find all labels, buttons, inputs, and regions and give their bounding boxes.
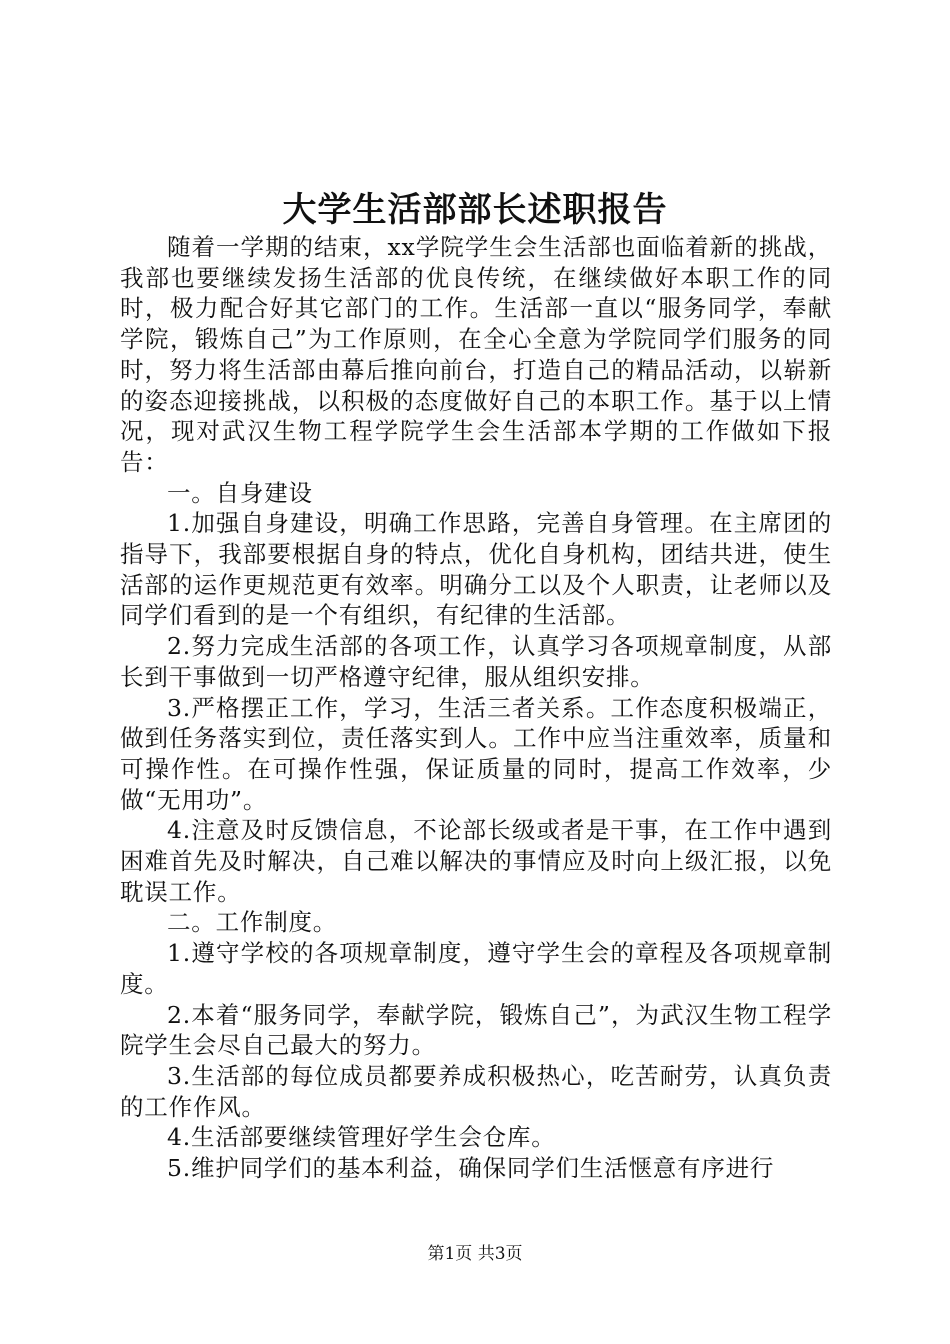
section-heading-self-building: 一。自身建设 [167,478,313,507]
paragraph-item: 1.加强自身建设，明确工作思路，完善自身管理。在主席团的指导下，我部要根据自身的特点，优化自身机构，团结共进，使生活部的运作更规范更有效率。明确分工以及个人职责，让老师以及同学们看到的是一个有组织，有纪律的生活部。 [120,509,832,630]
page-number: 第1页 共3页 [427,1244,523,1264]
paragraph-item: 3.生活部的每位成员都要养成积极热心，吃苦耐劳，认真负责的工作作风。 [120,1061,832,1121]
paragraph-item: 2.本着“服务同学，奉献学院，锻炼自己”，为武汉生物工程学院学生会尽自己最大的努力。 [120,1000,832,1060]
paragraph-item: 2.努力完成生活部的各项工作，认真学习各项规章制度，从部长到干事做到一切严格遵守纪律，服从组织安排。 [120,632,832,691]
paragraph-item: 4.注意及时反馈信息，不论部长级或者是干事，在工作中遇到困难首先及时解决，自己难以解决的事情应及时向上级汇报，以免耽误工作。 [120,816,832,906]
paragraph-item: 1.遵守学校的各项规章制度，遵守学生会的章程及各项规章制度。 [120,939,832,998]
paragraph-intro: 随着一学期的结束，xx学院学生会生活部也面临着新的挑战，我部也要继续发扬生活部的优良传统，在继续做好本职工作的同时，极力配合好其它部门的工作。生活部一直以“服务同学，奉献学院，锻炼自己”为工作原则，在全心全意为学院同学们服务的同时，努力将生活部由幕后推向前台，打造自己的精品活动，以崭新的姿态迎接挑战，以积极的态度做好自己的本职工作。基于以上情况，现对武汉生物工程学院学生会生活部本学期的工作做如下报告： [120,233,832,476]
paragraph-item: 4.生活部要继续管理好学生会仓库。 [167,1123,556,1152]
section-heading-work-system: 二。工作制度。 [167,908,338,937]
paragraph-item: 5.维护同学们的基本利益，确保同学们生活惬意有序进行 [167,1154,775,1183]
paragraph-item: 3.严格摆正工作，学习，生活三者关系。工作态度积极端正，做到任务落实到位，责任落实到人。工作中应当注重效率，质量和可操作性。在可操作性强，保证质量的同时，提高工作效率，少做“无用功”。 [120,693,832,814]
document-body [120,232,832,1184]
document-title: 大学生活部部长述职报告 [282,190,668,230]
